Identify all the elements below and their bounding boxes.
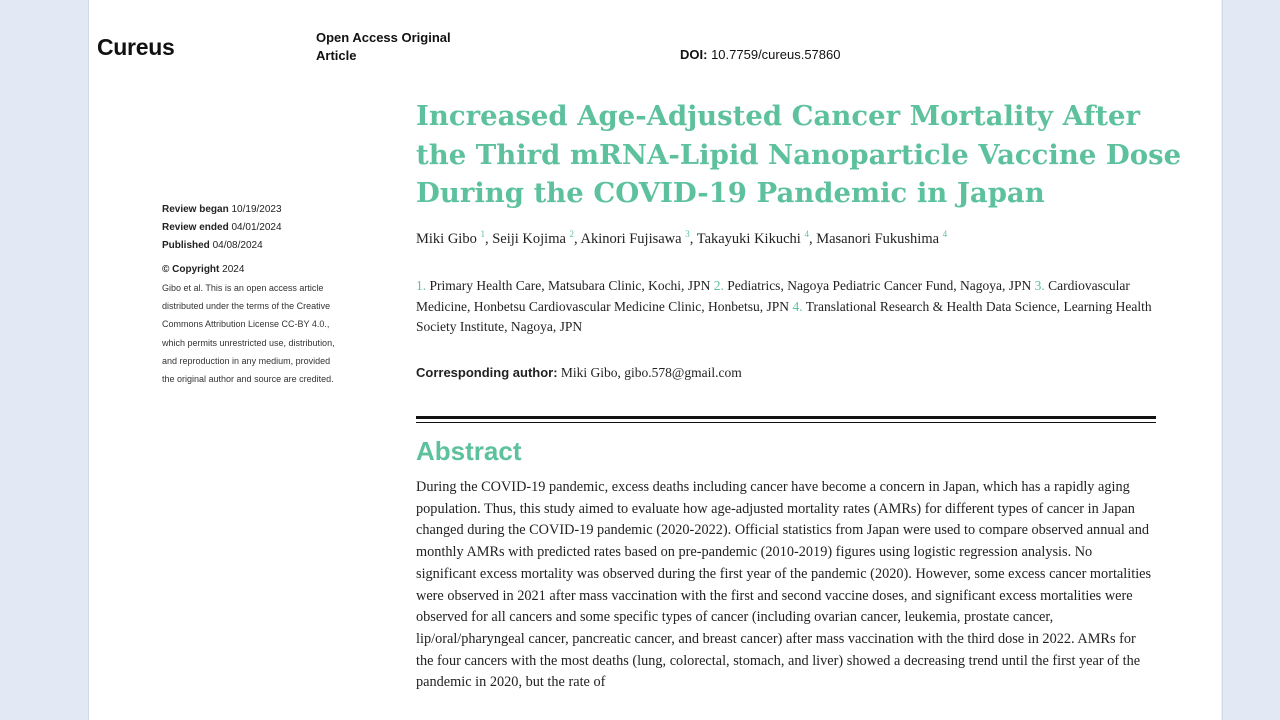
author-affiliation-ref: 1	[480, 229, 485, 239]
corresponding-author-value[interactable]: Miki Gibo, gibo.578@gmail.com	[560, 365, 742, 380]
author-affiliation-ref: 4	[942, 229, 948, 239]
review-began-date: 10/19/2023	[231, 204, 282, 215]
right-margin	[1222, 0, 1280, 720]
author-name: Miki Gibo	[416, 230, 477, 247]
author-name: Akinori Fujisawa	[580, 230, 682, 247]
affiliation-number: 2.	[713, 278, 724, 293]
review-ended	[162, 219, 392, 237]
affiliation-text: Primary Health Care, Matsubara Clinic, Kochi, JPN	[429, 278, 711, 293]
doi-label: DOI:	[680, 47, 708, 62]
author-affiliation-ref: 4	[804, 229, 809, 239]
license-text	[162, 279, 392, 388]
corresponding-author-label: Corresponding author:	[416, 365, 558, 380]
abstract-heading: Abstract	[416, 436, 522, 466]
doi	[680, 47, 840, 62]
author-name: Masanori Fukushima	[816, 230, 940, 247]
author-affiliation-ref: 3	[685, 229, 690, 239]
author-name: Takayuki Kikuchi	[696, 230, 801, 247]
section-divider	[416, 416, 1156, 419]
affiliations	[416, 276, 1161, 338]
affiliation-text: Pediatrics, Nagoya Pediatric Cancer Fund, Nagoya, JPN	[727, 278, 1032, 293]
copyright-label: © Copyright	[162, 264, 220, 275]
affiliation-text: Translational Research & Health Data Science, Learning Health Society Institute, Nagoya, JPN	[416, 298, 1152, 334]
doi-value[interactable]: 10.7759/cureus.57860	[711, 47, 841, 62]
license-line: Commons Attribution License CC-BY 4.0.,	[162, 319, 330, 330]
license-line: Gibo et al. This is an open access article	[162, 283, 324, 293]
article-title: Increased Age-Adjusted Cancer Mortality After the Third mRNA-Lipid Nanoparticle Vaccine Dose During the COVID-19 Pandemic in Japan	[416, 100, 1182, 209]
review-ended-label: Review ended	[162, 222, 229, 233]
affiliation-number: 3.	[1034, 278, 1045, 293]
affiliation-text: Cardiovascular Medicine, Honbetsu Cardiovascular Medicine Clinic, Honbetsu, JPN	[416, 278, 1130, 314]
review-began-label: Review began	[162, 204, 229, 215]
left-margin	[0, 0, 89, 720]
author-name: Seiji Kojima	[492, 230, 566, 247]
review-ended-date: 04/01/2024	[231, 222, 282, 233]
license-line: the original author and source are credited.	[162, 374, 334, 385]
copyright-year: 2024	[222, 264, 245, 275]
affiliation-number: 1.	[416, 278, 427, 293]
section-divider-thin	[416, 422, 1156, 423]
author-affiliation-ref: 2	[569, 229, 575, 239]
access-type-label: Open Access Original Article	[316, 30, 451, 63]
review-began	[162, 201, 392, 219]
license-line: and reproduction in any medium, provided	[162, 355, 331, 366]
abstract-text: During the COVID-19 pandemic, excess deaths including cancer have become a concern in Japan, which has a rapidly aging population. Thus, this study aimed to evaluate how age-adjusted mortality rates (AMRs) for different types of cancer in Japan changed during the COVID-19 pandemic (2020-2022). Official statistics from Japan were used to compare observed annual and monthly AMRs with predicted rates based on pre-pandemic (2010-2019) figures using logistic regression analysis. No significant excess mortality was observed during the first year of the pandemic (2020). However, some excess cancer mortalities were observed in 2021 after mass vaccination with the first and second vaccine doses, and significant excess mortalities were observed for all cancers and some specific types of cancer (including ovarian cancer, leukemia, prostate cancer, lip/oral/pharyngeal cancer, pancreatic cancer, and breast cancer) after mass vaccination with the third dose in 2022. AMRs for the four cancers with the most deaths (lung, colorectal, stomach, and liver) showed a decreasing trend until the first year of the pandemic in 2020, but the rate of	[416, 479, 1152, 691]
published-date: 04/08/2024	[212, 240, 263, 251]
license-line: distributed under the terms of the Creative	[162, 301, 331, 312]
article-meta	[162, 201, 392, 388]
license-line: which permits unrestricted use, distribution,	[162, 337, 335, 348]
affiliation-number: 4.	[792, 298, 803, 314]
published	[162, 237, 392, 255]
document-page	[89, 0, 1221, 720]
corresponding-author	[416, 365, 742, 381]
published-label: Published	[162, 240, 210, 251]
copyright	[162, 261, 392, 279]
author-list: Miki Gibo $^1$, Seiji Kojima $^2$, Akinori Fujisawa $^3$, Takayuki Kikuchi $^4$, Masanori Fukushima $^4$	[416, 229, 948, 247]
journal-logo: Cureus	[97, 34, 175, 60]
